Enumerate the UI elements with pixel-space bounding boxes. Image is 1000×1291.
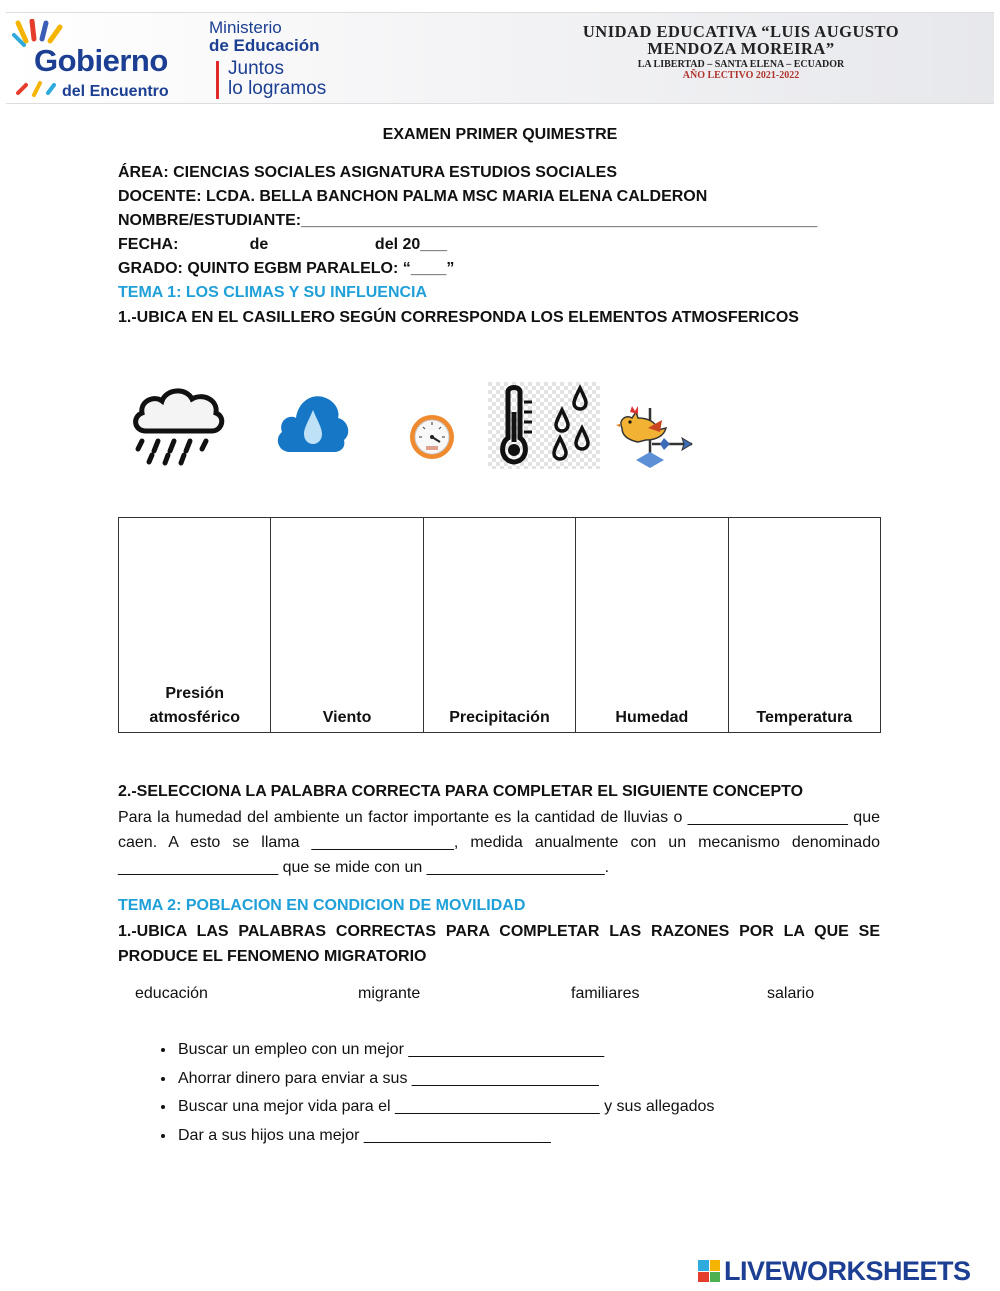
tema1-title: TEMA 1: LOS CLIMAS Y SU INFLUENCIA	[118, 284, 428, 301]
school-details	[506, 59, 976, 81]
school-name	[506, 23, 976, 57]
list-item[interactable]: • Buscar una mejor vida para el _______________________ y sus allegados	[176, 1093, 714, 1122]
table-cell-humedad[interactable]: Humedad	[576, 518, 728, 733]
header-banner	[6, 12, 994, 104]
word-bank-item[interactable]: educación	[135, 985, 208, 1002]
school-location: LA LIBERTAD – SANTA ELENA – ECUADOR	[637, 59, 845, 70]
divider	[216, 61, 219, 99]
list-item[interactable]: • Buscar un empleo con un mejor ______________________	[176, 1036, 714, 1065]
government-logo-subtitle: del Encuentro	[62, 83, 169, 100]
rain-cloud-icon[interactable]	[128, 385, 226, 467]
exam-title: EXAMEN PRIMER QUIMESTRE	[382, 126, 618, 143]
table-cell-presion[interactable]: Presión atmosférico	[119, 518, 271, 733]
atmospheric-elements-table	[118, 517, 881, 733]
word-bank-item[interactable]: familiares	[571, 985, 640, 1002]
liveworksheets-logo	[698, 1255, 971, 1287]
list-item[interactable]: • Ahorrar dinero para enviar a sus _____________________	[176, 1065, 714, 1094]
migration-reasons-list	[140, 1036, 714, 1150]
docente-line: DOCENTE: LCDA. BELLA BANCHON PALMA MSC MARIA ELENA CALDERON	[118, 188, 708, 205]
school-name-line-1: UNIDAD EDUCATIVA “LUIS AUGUSTO	[582, 22, 900, 41]
date-line[interactable]: FECHA: de del 20___	[118, 236, 447, 253]
barometer-icon[interactable]	[407, 410, 457, 462]
area-line: ÁREA: CIENCIAS SOCIALES ASIGNATURA ESTUDIOS SOCIALES	[118, 164, 617, 181]
humidity-drop-icon[interactable]	[274, 388, 352, 456]
slogan	[228, 59, 326, 99]
tema1-question-1: 1.-UBICA EN EL CASILLERO SEGÚN CORRESPONDA LOS ELEMENTOS ATMOSFERICOS	[118, 309, 799, 326]
weather-vane-icon[interactable]	[608, 398, 700, 470]
tema2-question-1: 1.-UBICA LAS PALABRAS CORRECTAS PARA COMPLETAR LAS RAZONES POR LA QUE SE PRODUCE EL FENOMENO MIGRATORIO	[118, 923, 880, 965]
government-logo-arrows-icon	[14, 75, 60, 97]
list-item[interactable]: • Dar a sus hijos una mejor _____________________	[176, 1122, 714, 1151]
slogan-line-1: Juntos	[228, 58, 284, 79]
thermometer-icon[interactable]	[488, 382, 600, 469]
liveworksheets-brand: LIVEWORKSHEETS	[724, 1255, 971, 1286]
ministry-line-1: Ministerio	[209, 18, 282, 37]
tema2-title: TEMA 2: POBLACION EN CONDICION DE MOVILIDAD	[118, 897, 526, 914]
grade-line[interactable]: GRADO: QUINTO EGBM PARALELO: “____”	[118, 260, 455, 277]
concept-paragraph[interactable]: Para la humedad del ambiente un factor importante es la cantidad de lluvias o __________________ que caen. A esto se llama ________________, medida anualmente con un mecanismo denominado __________________ que se mide con un ____________________.	[118, 809, 880, 876]
table-cell-temperatura[interactable]: Temperatura	[728, 518, 880, 733]
table-cell-viento[interactable]: Viento	[271, 518, 423, 733]
table-row	[119, 518, 881, 733]
student-name-line[interactable]: NOMBRE/ESTUDIANTE:__________________________________________________________	[118, 212, 818, 229]
school-year: AÑO LECTIVO 2021-2022	[682, 70, 800, 81]
table-cell-precipitacion[interactable]: Precipitación	[423, 518, 575, 733]
slogan-line-2: lo logramos	[228, 78, 327, 99]
government-logo-title: Gobierno	[34, 43, 168, 78]
tema1-question-2: 2.-SELECCIONA LA PALABRA CORRECTA PARA COMPLETAR EL SIGUIENTE CONCEPTO	[118, 783, 804, 800]
word-bank-item[interactable]: salario	[767, 985, 815, 1002]
ministry-line-2: de Educación	[209, 36, 320, 55]
school-name-line-2: MENDOZA MOREIRA”	[647, 39, 835, 58]
ministry-name	[209, 19, 320, 55]
liveworksheets-mark-icon	[698, 1260, 720, 1282]
word-bank-item[interactable]: migrante	[358, 985, 421, 1002]
